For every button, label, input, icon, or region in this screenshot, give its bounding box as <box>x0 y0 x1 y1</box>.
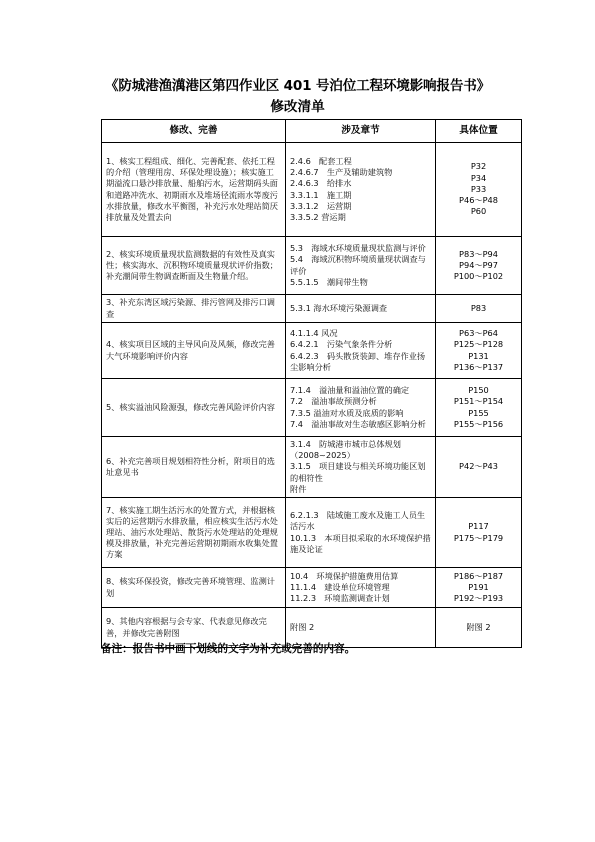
position-item: P191 <box>468 581 489 592</box>
chapter-list <box>286 498 436 568</box>
table-body <box>102 143 522 648</box>
position-item: P100～P102 <box>453 271 504 282</box>
revision-requirement: 5、核实溢油风险源强，修改完善风险评价内容 <box>102 379 286 437</box>
chapter-item: 5.3.1 海水环境污染源调查 <box>290 302 388 313</box>
position-item: P117 <box>468 521 489 532</box>
revision-requirement: 4、核实项目区域的主导风向及风频，修改完善大气环境影响评价内容 <box>102 323 286 379</box>
position-list <box>436 237 522 295</box>
position-item: P155～P156 <box>453 418 504 429</box>
chapter-item: 11.1.4 建设单位环境管理 <box>290 581 390 592</box>
position-item: 附图 2 <box>466 621 491 632</box>
chapter-item: 6.4.2.3 码头散货装卸、堆存作业扬尘影响分析 <box>290 350 426 372</box>
position-item: P175～P179 <box>453 532 504 543</box>
chapter-item: 3.3.1.1 施工期 <box>290 189 352 200</box>
footnote: 备注：报告书中画下划线的文字为补充或完善的内容。 <box>101 643 356 655</box>
chapter-item: 7.4 溢油事故对生态敏感区影响分析 <box>290 418 426 429</box>
position-item: P83～P94 <box>459 248 498 259</box>
chapter-item: 附图 2 <box>290 621 315 632</box>
position-item: P83 <box>470 302 487 313</box>
position-list <box>436 323 522 379</box>
header-position: 具体位置 <box>436 120 522 143</box>
position-item: P34 <box>470 172 487 183</box>
position-item: P33 <box>470 183 487 194</box>
position-list <box>436 608 522 648</box>
chapter-item: 5.3 海域水环境质量现状监测与评价 <box>290 243 426 254</box>
chapter-item: 4.1.1.4 风况 <box>290 328 338 339</box>
position-item: P125～P128 <box>453 339 504 350</box>
chapter-list <box>286 379 436 437</box>
chapter-item: 7.2 溢油事故预测分析 <box>290 396 377 407</box>
position-item: P186～P187 <box>453 570 504 581</box>
revision-requirement: 2、核实环境质量现状监测数据的有效性及真实性；核实海水、沉积物环境质量现状评价指数；补充潮间带生物调查断面及生物量介绍。 <box>102 237 286 295</box>
position-item: P94～P97 <box>459 259 498 270</box>
chapter-list <box>286 568 436 608</box>
table-row <box>102 295 522 323</box>
chapter-item: 7.3.5 溢油对水质及底质的影响 <box>290 407 404 418</box>
chapter-item: 2.4.6.3 给排水 <box>290 178 352 189</box>
revision-requirement: 3、补充东湾区域污染源、排污管网及排污口调查 <box>102 295 286 323</box>
revision-requirement: 8、核实环保投资，修改完善环境管理、监测计划 <box>102 568 286 608</box>
table-row <box>102 568 522 608</box>
position-item: P46～P48 <box>459 195 498 206</box>
chapter-item: 6.4.2.1 污染气象条件分析 <box>290 339 393 350</box>
chapter-item: 5.4 海域沉积物环境质量现状调查与评价 <box>290 254 426 276</box>
chapter-list <box>286 295 436 323</box>
table-header-row <box>102 120 522 143</box>
header-chapters: 涉及章节 <box>286 120 436 143</box>
chapter-item: 3.3.1.2 运营期 <box>290 200 352 211</box>
position-item: P63～P64 <box>459 328 498 339</box>
chapter-item: 附件 <box>290 483 307 494</box>
table-row <box>102 379 522 437</box>
position-item: P131 <box>468 350 489 361</box>
table-row <box>102 498 522 568</box>
chapter-item: 2.4.6.7 生产及辅助建筑物 <box>290 167 393 178</box>
chapter-item: 3.3.5.2 营运期 <box>290 211 346 222</box>
position-list <box>436 498 522 568</box>
table-row <box>102 237 522 295</box>
position-item: P150 <box>468 385 489 396</box>
revision-requirement: 7、核实施工期生活污水的处置方式，并根据核实后的运营期污水排放量，相应核实生活污水处理站、油污水处理站、散货污水处理站的处理规模及排放量，补充完善运营期初期雨水收集处置方案 <box>102 498 286 568</box>
position-item: P192～P193 <box>453 593 504 604</box>
chapter-list <box>286 237 436 295</box>
revision-requirement: 1、核实工程组成、细化、完善配套、依托工程的介绍（管理用房、环保处理设施）；核实施工期溢流口悬沙排放量、船舶污水，运营期码头面和道路冲洗水、初期雨水及堆场径流雨水等废污水排放量，修改水平衡图，补充污水处理站简厌排放量及处置去向 <box>102 143 286 237</box>
position-item: P151～P154 <box>453 396 504 407</box>
chapter-item: 5.5.1.5 潮间带生物 <box>290 276 368 287</box>
position-item: P42～P43 <box>459 461 498 472</box>
revision-table <box>101 119 522 648</box>
chapter-item: 3.1.5 项目建设与相关环境功能区划的相符性 <box>290 461 426 483</box>
document-subtitle: 修改清单 <box>270 99 325 115</box>
position-list <box>436 143 522 237</box>
chapter-item: 3.1.4 防城港市城市总体规划（2008~2025） <box>290 439 401 461</box>
position-item: P32 <box>470 161 487 172</box>
chapter-list <box>286 143 436 237</box>
chapter-item: 10.1.3 本项目拟采取的水环境保护措施及论证 <box>290 532 431 554</box>
chapter-list <box>286 323 436 379</box>
header-revision: 修改、完善 <box>102 120 286 143</box>
position-list <box>436 437 522 498</box>
revision-requirement: 6、补充完善项目规划相符性分析，附项目的选址意见书 <box>102 437 286 498</box>
chapter-item: 11.2.3 环境监测调查计划 <box>290 593 390 604</box>
chapter-list <box>286 437 436 498</box>
chapter-item: 2.4.6 配套工程 <box>290 155 352 166</box>
position-item: P155 <box>468 407 489 418</box>
document-title: 《防城港渔澫港区第四作业区 401 号泊位工程环境影响报告书》 <box>104 78 491 94</box>
position-item: P136～P137 <box>453 361 504 372</box>
revision-requirement: 9、其他内容根据与会专家、代表意见修改完善，并修改完善附图 <box>102 608 286 648</box>
chapter-item: 7.1.4 溢油量和溢油位置的确定 <box>290 385 410 396</box>
position-list <box>436 379 522 437</box>
table-row <box>102 143 522 237</box>
position-list <box>436 295 522 323</box>
position-item: P60 <box>470 206 487 217</box>
chapter-item: 6.2.1.3 陆域施工废水及施工人员生活污水 <box>290 510 426 532</box>
position-list <box>436 568 522 608</box>
table-row <box>102 437 522 498</box>
table-row <box>102 323 522 379</box>
chapter-item: 10.4 环境保护措施费用估算 <box>290 570 399 581</box>
